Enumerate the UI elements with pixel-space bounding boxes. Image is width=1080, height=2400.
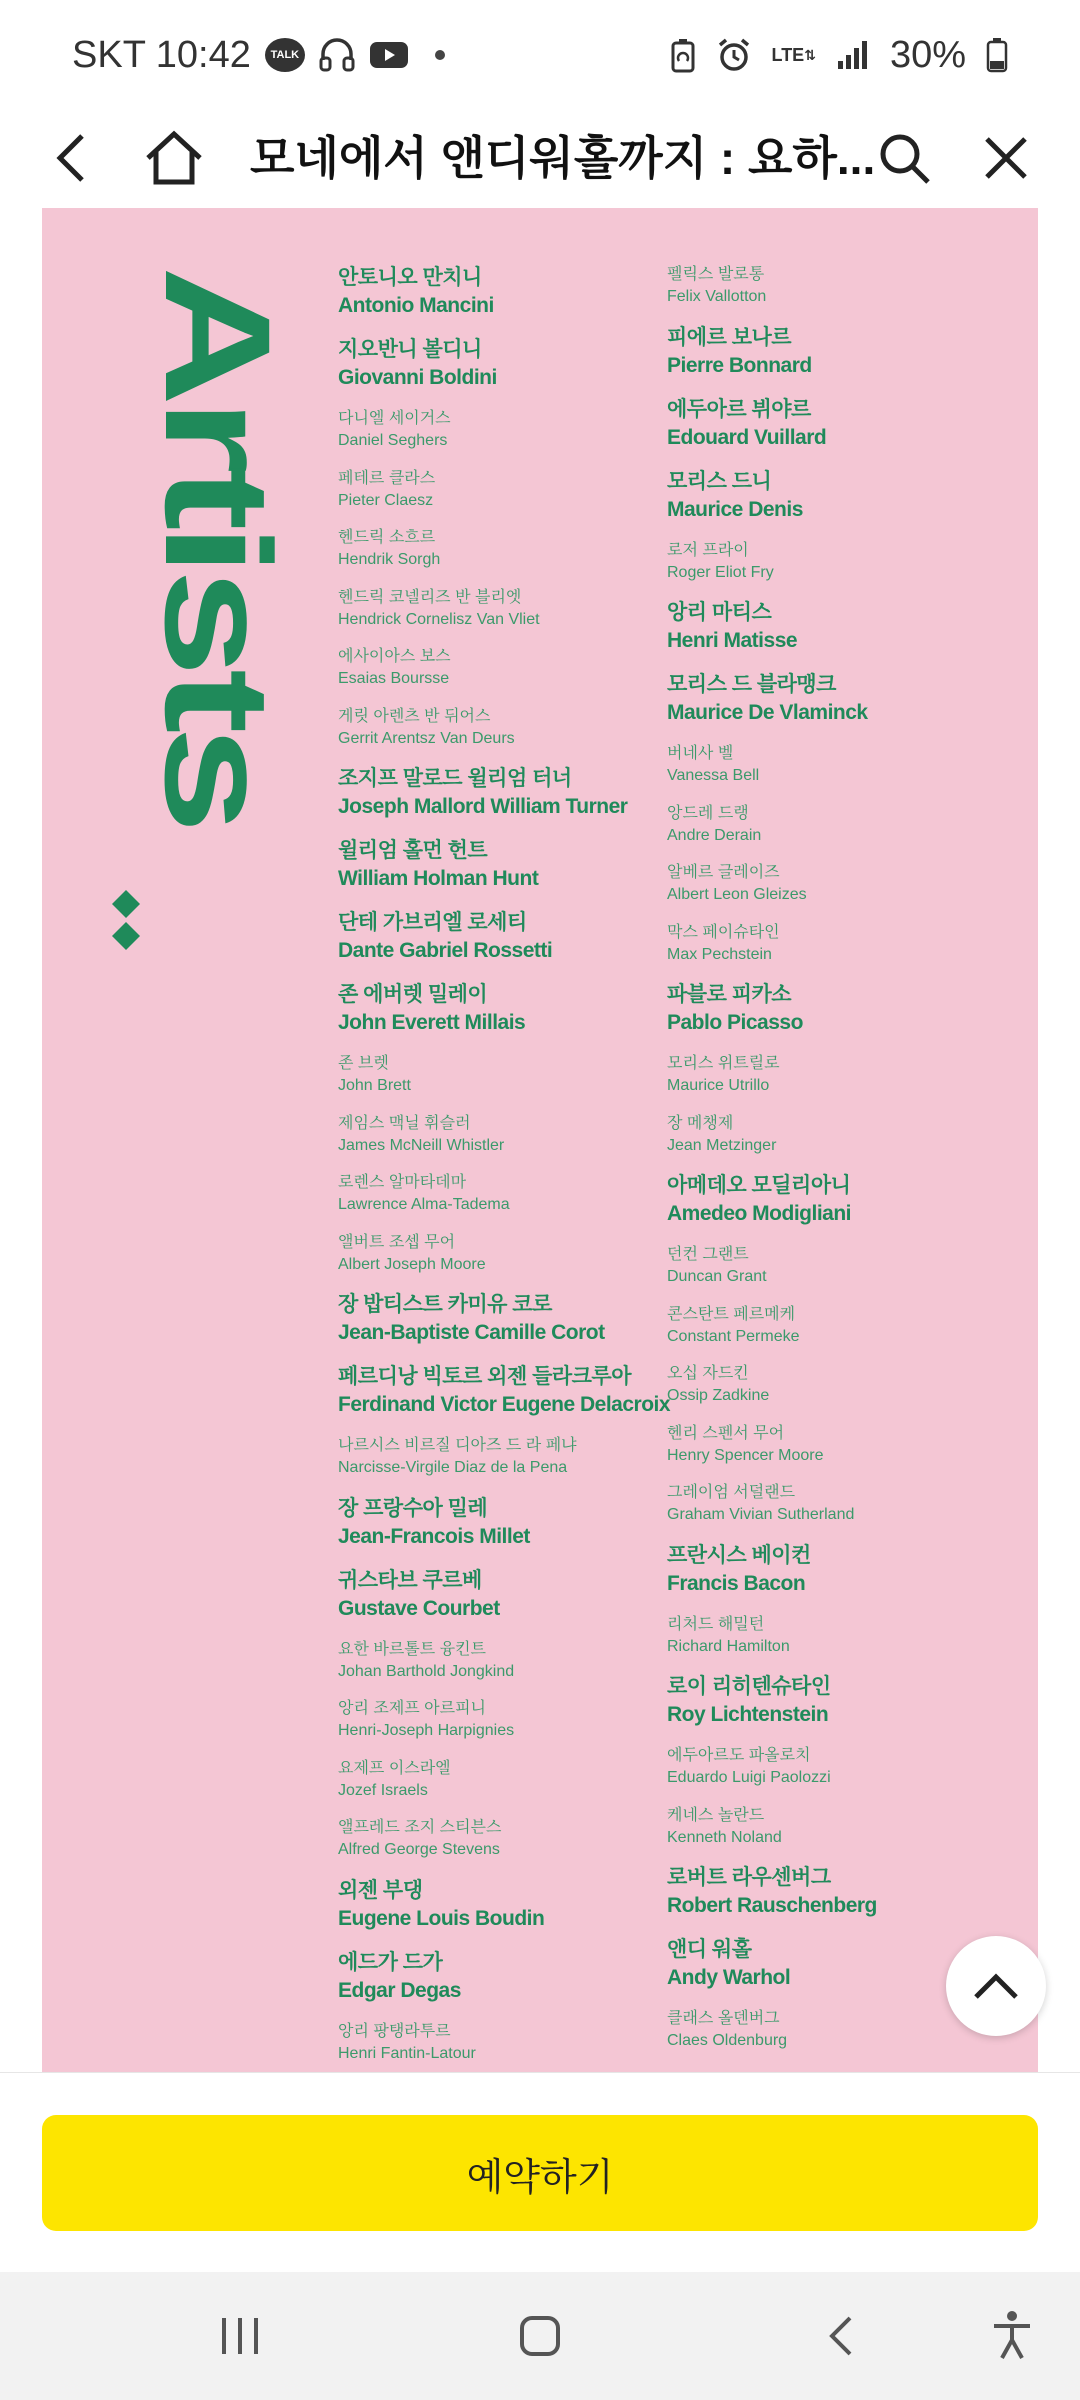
app-bar [0,110,1080,206]
artist-entry [667,324,877,396]
artist-name-korean: 파블로 피카소 [667,983,792,1006]
artist-name-korean: 앨프레드 조지 스티븐스 [338,1819,502,1836]
artist-entry [338,1495,670,1567]
diamond-ornament-icon [106,890,146,954]
artist-entry [338,468,670,528]
scroll-top-button[interactable] [946,1936,1046,2036]
artists-right-column [667,264,877,2068]
system-navigation-bar [0,2272,1080,2400]
close-icon [981,133,1031,183]
artist-name-english: Graham Vivian Sutherland [667,1506,855,1523]
page-title: 모네에서 앤디워홀까지 : 요하... [250,132,876,184]
artist-name-english: Claes Oldenburg [667,2032,788,2049]
artist-name-english: Pablo Picasso [667,1011,803,1034]
artist-entry [338,1639,670,1699]
artist-entry [338,1877,670,1949]
artist-entry [338,408,670,468]
status-bar [0,0,1080,110]
artist-name-korean: 앙리 마티스 [667,601,772,624]
home-button[interactable] [126,110,222,206]
recents-button[interactable] [200,2296,280,2376]
artist-name-english: Dante Gabriel Rossetti [338,939,553,962]
close-button[interactable] [958,110,1054,206]
artist-name-english: Hendrick Cornelisz Van Vliet [338,610,540,628]
home-nav-button[interactable] [500,2296,580,2376]
search-icon [876,130,932,186]
back-nav-button[interactable] [802,2296,882,2376]
artist-name-korean: 알베르 글레이즈 [667,864,780,881]
reserve-button[interactable]: 예약하기 [42,2115,1038,2231]
artist-name-korean: 존 브렛 [338,1055,389,1072]
home-icon [144,130,204,186]
artist-name-english: Albert Leon Gleizes [667,886,807,903]
artist-entry [667,671,877,743]
artist-name-korean: 에두아르 뷔야르 [667,397,811,421]
artist-name-english: Maurice Utrillo [667,1077,770,1094]
artist-entry [338,527,670,587]
artist-name-korean: 앤디 워홀 [667,1938,752,1961]
artist-entry [338,1053,670,1113]
artist-name-english: Pierre Bonnard [667,353,812,377]
artist-entry [338,1698,670,1758]
back-icon [52,130,92,186]
artist-name-english: Antonio Mancini [338,294,494,317]
artist-name-english: Constant Permeke [667,1327,800,1345]
artist-name-korean: 조지프 말로드 윌리엄 터너 [338,767,572,790]
artist-name-korean: 단테 가브리엘 로세티 [338,911,527,934]
artist-entry [667,1423,877,1483]
artist-name-english: Pieter Claesz [338,491,434,509]
artist-name-english: Ferdinand Victor Eugene Delacroix [338,1393,671,1416]
artist-entry [667,1244,877,1304]
artist-name-english: Maurice Denis [667,497,803,521]
artist-name-english: Edouard Vuillard [667,425,827,449]
artist-name-korean: 요제프 이스라엘 [338,1759,451,1777]
artist-name-korean: 클래스 올덴버그 [667,2010,780,2027]
artist-name-korean: 그레이엄 서덜랜드 [667,1484,796,1501]
artist-name-korean: 리처드 해밀턴 [667,1615,765,1633]
artist-name-korean: 장 프랑수아 밀레 [338,1496,488,1520]
artist-name-english: William Holman Hunt [338,867,539,890]
artist-name-korean: 안토니오 만치니 [338,266,482,289]
search-button[interactable] [856,110,952,206]
artists-poster [42,208,1038,2072]
artist-entry [667,396,877,468]
artist-name-korean: 헨드릭 코넬리즈 반 블리엣 [338,588,522,606]
artist-name-korean: 외젠 부댕 [338,1878,423,1902]
artist-entry [338,1758,670,1818]
artist-name-english: Daniel Seghers [338,432,448,449]
artist-name-korean: 모리스 드 블라맹크 [667,673,836,696]
artist-entry [667,2008,877,2068]
back-nav-icon [820,2314,864,2358]
artist-name-english: Jean Metzinger [667,1136,777,1154]
artist-name-korean: 앙리 조제프 아르피니 [338,1700,486,1717]
artist-name-korean: 던컨 그랜트 [667,1246,749,1263]
battery-icon [986,37,1008,73]
artist-name-korean: 콘스탄트 페르메케 [667,1305,796,1323]
youtube-icon [369,40,409,70]
artist-entry [338,336,670,408]
artist-name-english: Lawrence Alma-Tadema [338,1196,510,1213]
artist-name-english: Robert Rauschenberg [667,1894,877,1917]
artist-name-english: Alfred George Stevens [338,1841,500,1858]
artist-name-korean: 헨드릭 소흐르 [338,529,436,546]
artist-name-korean: 펠릭스 발로통 [667,266,765,283]
artist-name-english: Felix Vallotton [667,288,767,305]
artist-name-english: Henri-Joseph Harpignies [338,1722,515,1739]
artist-name-korean: 윌리엄 홀먼 헌트 [338,839,488,862]
artist-entry [667,1304,877,1364]
artist-entry [338,1172,670,1232]
artist-entry [338,909,670,981]
artist-name-english: Jozef Israels [338,1781,428,1799]
artist-name-korean: 로버트 라우센버그 [667,1866,831,1889]
artist-name-korean: 앨버트 조셉 무어 [338,1233,456,1251]
artist-name-english: Roy Lichtenstein [667,1703,829,1726]
artist-entry [338,587,670,647]
artist-entry [338,1949,670,2021]
artist-name-english: Roger Eliot Fry [667,563,774,581]
artist-entry [338,1567,670,1639]
artist-name-english: Johan Barthold Jongkind [338,1662,515,1680]
dot-icon [435,50,445,60]
artist-entry [338,706,670,766]
artist-entry [338,765,670,837]
artist-entry [338,837,670,909]
artist-entry [667,1053,877,1113]
artist-name-korean: 다니엘 세이거스 [338,410,451,427]
artist-name-english: Narcisse-Virgile Diaz de la Pena [338,1459,568,1476]
artist-entry [667,1482,877,1542]
artist-entry [667,1864,877,1936]
artist-name-english: Henri Matisse [667,629,798,652]
artist-name-english: Gustave Courbet [338,1596,500,1620]
artist-name-english: Eduardo Luigi Paolozzi [667,1769,831,1786]
artist-name-english: Amedeo Modigliani [667,1202,852,1225]
artist-name-korean: 게릿 아렌츠 반 뒤어스 [338,707,491,725]
artist-name-korean: 페테르 클라스 [338,469,436,487]
artist-entry [667,743,877,803]
artist-name-korean: 존 에버렛 밀레이 [338,983,488,1006]
artist-name-korean: 버네사 벨 [667,745,734,762]
artist-name-korean: 앙드레 드랭 [667,804,749,822]
artist-name-korean: 장 밥티스트 카미유 코로 [338,1293,552,1316]
artist-name-english: Vanessa Bell [667,767,760,784]
artist-name-english: Eugene Louis Boudin [338,1906,545,1930]
artist-name-english: Gerrit Arentsz Van Deurs [338,729,515,747]
signal-icon [836,39,870,71]
artist-entry [667,1172,877,1244]
artist-entry [667,1363,877,1423]
artist-entry [338,1113,670,1173]
artist-name-english: Andy Warhol [667,1966,791,1989]
artist-name-english: Max Pechstein [667,945,772,963]
back-button[interactable] [24,110,120,206]
artist-entry [338,1817,670,1877]
artists-heading [134,266,302,826]
artist-name-korean: 에드가 드가 [338,1950,443,1974]
accessibility-button[interactable] [972,2296,1052,2376]
recents-icon [218,2314,262,2358]
artist-name-korean: 로이 리히텐슈타인 [667,1675,831,1698]
artist-entry [667,468,877,540]
artist-name-english: Richard Hamilton [667,1637,790,1655]
artist-entry [667,1805,877,1865]
artist-name-korean: 아메데오 모딜리아니 [667,1174,851,1197]
artist-name-korean: 지오반니 볼디니 [338,338,482,361]
artist-name-korean: 나르시스 비르질 디아즈 드 라 페냐 [338,1437,577,1454]
artist-entry [667,922,877,982]
artist-name-english: Maurice De Vlaminck [667,701,868,724]
artist-name-korean: 케네스 놀란드 [667,1806,765,1824]
chevron-up-icon [972,1971,1020,2001]
artist-name-english: Jean-Francois Millet [338,1524,530,1548]
artist-name-korean: 로렌스 알마타데마 [338,1174,467,1191]
artist-name-english: Duncan Grant [667,1268,767,1285]
artist-name-korean: 모리스 위트릴로 [667,1055,780,1072]
artist-entry [338,1363,670,1435]
accessibility-icon [990,2310,1034,2362]
artist-entry [338,1435,670,1495]
artist-name-korean: 헨리 스펜서 무어 [667,1424,785,1442]
carrier-time: SKT 10:42 [72,33,251,76]
artist-entry [338,646,670,706]
artist-name-korean: 페르디낭 빅토르 외젠 들라크루아 [338,1365,632,1388]
artist-name-english: John Brett [338,1077,411,1094]
svg-text:Artists: Artists [134,266,302,700]
artist-entry [667,1936,877,2008]
talk-icon: TALK [265,38,305,72]
artist-name-english: Albert Joseph Moore [338,1255,486,1273]
artist-name-korean: 귀스타브 쿠르베 [338,1568,482,1592]
artist-name-english: Ossip Zadkine [667,1387,770,1404]
artist-name-korean: 로저 프라이 [667,541,749,559]
artist-name-english: John Everett Millais [338,1011,526,1034]
artist-entry [667,1542,877,1614]
artist-name-korean: 피에르 보나르 [667,325,792,349]
artist-entry [667,862,877,922]
artist-name-korean: 에사이아스 보스 [338,648,451,665]
artist-name-korean: 모리스 드니 [667,469,772,493]
artist-name-english: Andre Derain [667,826,762,844]
artist-entry [338,981,670,1053]
artist-name-korean: 에두아르도 파올로치 [667,1747,811,1764]
artist-entry [667,981,877,1053]
artist-entry [338,1291,670,1363]
battery-saver-icon [670,37,696,73]
artist-entry [667,1113,877,1173]
alarm-icon [716,37,752,73]
artist-name-english: Edgar Degas [338,1978,461,2002]
artist-name-english: Henri Fantin-Latour [338,2044,476,2062]
artist-name-korean: 프란시스 베이컨 [667,1543,811,1567]
headphones-icon [319,38,355,72]
artist-name-korean: 오십 자드킨 [667,1365,749,1382]
artist-name-korean: 요한 바르톨트 융킨트 [338,1640,486,1658]
artist-name-english: Jean-Baptiste Camille Corot [338,1321,605,1344]
artist-name-english: Hendrik Sorgh [338,551,441,568]
artist-entry [667,264,877,324]
artist-name-english: James McNeill Whistler [338,1136,505,1154]
artist-name-korean: 앙리 팡탱라투르 [338,2022,451,2040]
artist-name-english: Joseph Mallord William Turner [338,795,628,818]
artists-left-column [338,264,670,2080]
artist-entry [667,599,877,671]
artist-entry [338,1232,670,1292]
artist-entry [338,264,670,336]
artist-name-korean: 장 메챙제 [667,1114,734,1132]
battery-percent: 30% [889,33,966,76]
bottom-action-bar [0,2072,1080,2272]
artist-name-korean: 제임스 맥닐 휘슬러 [338,1114,471,1132]
artist-entry [667,1614,877,1674]
artist-entry [667,1673,877,1745]
artist-entry [667,540,877,600]
artist-name-english: Giovanni Boldini [338,366,497,389]
artist-name-english: Esaias Boursse [338,670,450,687]
artist-name-english: Kenneth Noland [667,1828,782,1846]
artist-entry [667,1745,877,1805]
artist-name-korean: 막스 페이슈타인 [667,923,780,941]
home-nav-icon [518,2314,562,2358]
lte-icon: LTE ⇅ [771,45,816,65]
artist-entry [667,803,877,863]
artist-name-english: Henry Spencer Moore [667,1446,824,1464]
artist-name-english: Francis Bacon [667,1571,806,1595]
